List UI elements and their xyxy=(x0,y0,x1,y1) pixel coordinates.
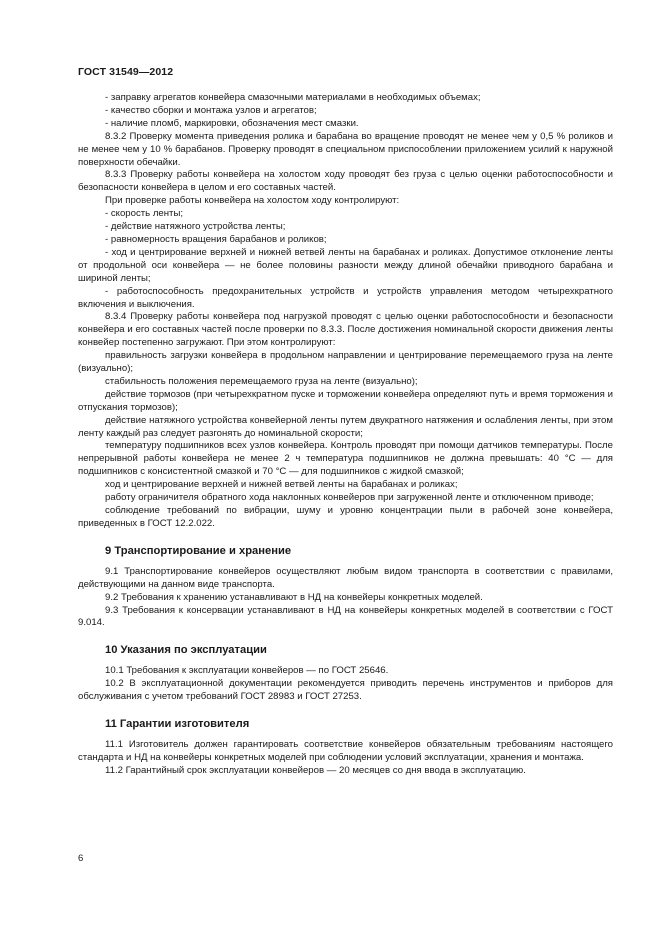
document-header: ГОСТ 31549—2012 xyxy=(78,66,174,78)
paragraph: - ход и центрирование верхней и нижней ветвей ленты на барабанах и роликах. Допустимое отклонение ленты от продольной оси конвейера — не более половины разности между длиной обечайки приводного барабана и шириной ленты; xyxy=(78,246,613,284)
paragraph: правильность загрузки конвейера в продольном направлении и центрирование перемещаемого груза на ленте (визуально); xyxy=(78,350,613,375)
section-8-continuation xyxy=(78,92,613,531)
section-heading: 11 Гарантии изготовителя xyxy=(105,718,250,731)
paragraph: - качество сборки и монтажа узлов и агрегатов; xyxy=(105,104,317,116)
paragraph: 11.1 Изготовитель должен гарантировать соответствие конвейеров обязательным требованиям настоящего стандарта и НД на конвейеры конкретных моделей при соблюдении условий эксплуатации, хранения и монтажа. xyxy=(78,739,613,763)
paragraph: 9.3 Требования к консервации устанавливают в НД на конвейеры конкретных моделей в соответствии с ГОСТ 9.014. xyxy=(78,604,613,629)
paragraph: 10.1 Требования к эксплуатации конвейеров — по ГОСТ 25646. xyxy=(105,665,389,677)
paragraph: 11.2 Гарантийный срок эксплуатации конвейеров — 20 месяцев со дня ввода в эксплуатацию. xyxy=(105,764,526,776)
page-number: 6 xyxy=(78,853,84,864)
paragraph: стабильность положения перемещаемого груза на ленте (визуально); xyxy=(105,375,418,387)
paragraph: - действие натяжного устройства ленты; xyxy=(105,221,286,233)
paragraph: работу ограничителя обратного хода наклонных конвейеров при загруженной ленте и отключенном приводе; xyxy=(105,492,594,504)
paragraph: - наличие пломб, маркировки, обозначения мест смазки. xyxy=(105,117,359,129)
paragraph: 9.2 Требования к хранению устанавливают в НД на конвейеры конкретных моделей. xyxy=(105,591,483,603)
paragraph: температуру подшипников всех узлов конвейера. Контроль проводят при помощи датчиков температуры. После непрерывной работы конвейера не менее 2 ч температура подшипников не должна превышать: 40 °С — для подшипников с консистентной смазкой и 70 °С — для подшипников с жидкой смазкой; xyxy=(78,440,613,478)
paragraph: - равномерность вращения барабанов и роликов; xyxy=(105,233,327,245)
paragraph: 10.2 В эксплуатационной документации рекомендуется приводить перечень инструментов и приборов для обслуживания с учетом требований ГОСТ 28983 и ГОСТ 27253. xyxy=(78,678,613,703)
paragraph: 8.3.2 Проверку момента приведения ролика и барабана во вращение проводят не менее чем у 0,5 % роликов и не менее чем у 10 % барабанов. Проверку проводят в специальном приспособлении приложением усилий к наружной поверхности обечайки. xyxy=(78,130,613,168)
paragraph: - скорость ленты; xyxy=(105,208,184,220)
paragraph: соблюдение требований по вибрации, шуму и уровню концентрации пыли в рабочей зоне конвейера, приведенных в ГОСТ 12.2.022. xyxy=(78,505,613,529)
document-body xyxy=(78,92,613,778)
section-11 xyxy=(78,717,613,778)
paragraph: 8.3.3 Проверку работы конвейера на холостом ходу проводят без груза с целью оценки работоспособности и безопасности конвейера в целом и его составных частей. xyxy=(78,169,613,194)
section-10 xyxy=(78,643,613,704)
paragraph: При проверке работы конвейера на холостом ходу контролируют: xyxy=(105,195,400,207)
paragraph: - заправку агрегатов конвейера смазочными материалами в необходимых объемах; xyxy=(105,92,481,103)
paragraph: 9.1 Транспортирование конвейеров осуществляют любым видом транспорта в соответствии с правилами, действующими на данном виде транспорта. xyxy=(78,565,613,590)
paragraph: - работоспособность предохранительных устройств и устройств управления методом четырехкратного включения и выключения. xyxy=(78,285,613,310)
paragraph: действие тормозов (при четырехкратном пуске и торможении конвейера определяют путь и время торможения и отпускания тормозов); xyxy=(78,388,613,413)
paragraph: действие натяжного устройства конвейерной ленты путем двукратного натяжения и ослабления ленты, при этом ленту каждый раз следует разгонять до номинальной скорости; xyxy=(78,414,613,439)
section-9 xyxy=(78,544,613,631)
paragraph: ход и центрирование верхней и нижней ветвей ленты на барабанах и роликах; xyxy=(105,479,458,491)
section-heading: 9 Транспортирование и хранение xyxy=(105,544,292,557)
section-heading: 10 Указания по эксплуатации xyxy=(105,644,267,657)
paragraph: 8.3.4 Проверку работы конвейера под нагрузкой проводят с целью оценки работоспособности и безопасности конвейера и его составных частей после проверки по 8.3.3. После достижения номинальной скорости движения ленты конвейер постепенно загружают. При этом контролируют: xyxy=(78,311,613,349)
